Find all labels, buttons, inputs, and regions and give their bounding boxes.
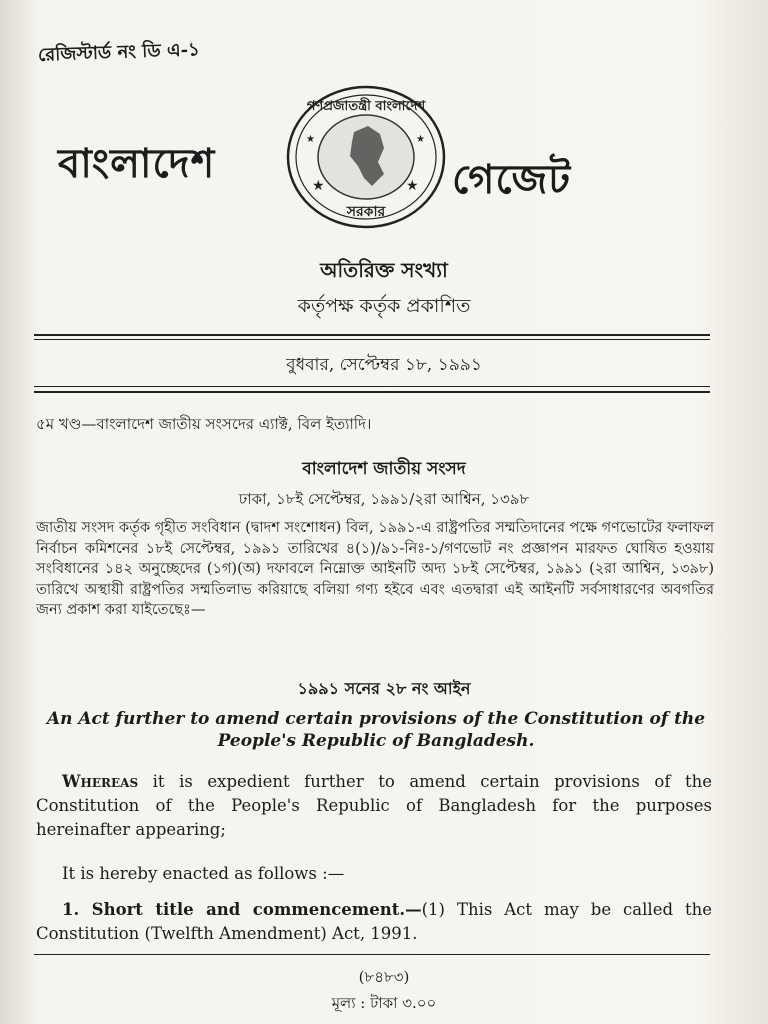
svg-text:★: ★ bbox=[406, 178, 419, 194]
price: মূল্য : টাকা ৩.০০ bbox=[331, 994, 437, 1012]
divider bbox=[34, 339, 710, 340]
intro-paragraph: জাতীয় সংসদ কর্তৃক গৃহীত সংবিধান (দ্বাদশ সংশোধন) বিল, ১৯৯১-এ রাষ্ট্রপতির সম্মতিদানের পক্ষে গণভোটের ফলাফল নির্বাচন কমিশনের ১৮ই সেপ্টেম্বর, ১৯৯১ তারিখের ৪(১)/৯১-নিঃ-১/গণভোট নং প্রজ্ঞাপন মারফত ঘোষিত হওয়ায় সংবিধানের ১৪২ অনুচ্ছেদের (১গ)(অ) দফাবলে নিম্নোক্ত আইনটি অদ্য ১৮ই সেপ্টেম্বর, ১৯৯১ (২রা আশ্বিন, ১৩৯৮) তারিখে অস্থায়ী রাষ্ট্রপতির সম্মতিলাভ করিয়াছে বলিয়া গণ্য হইবে এবং এতদ্বারা এই আইনটি সর্বসাধারণের অবগতির জন্য প্রকাশ করা যাইতেছেঃ— bbox=[36, 520, 714, 618]
dhaka-date: ঢাকা, ১৮ই সেপ্টেম্বর, ১৯৯১/২রা আশ্বিন, ১৩৯৮ bbox=[238, 490, 530, 508]
issue-date: বুধবার, সেপ্টেম্বর ১৮, ১৯৯১ bbox=[286, 355, 482, 375]
svg-text:★: ★ bbox=[416, 134, 425, 145]
page-number: (৮৪৮৩) bbox=[358, 968, 410, 986]
seal-top-text: গণপ্রজাতন্ত্রী বাংলাদেশ bbox=[306, 99, 426, 114]
part-heading: ৫ম খণ্ড—বাংলাদেশ জাতীয় সংসদের এ্যাক্ট, বিল ইত্যাদি। bbox=[36, 415, 372, 433]
svg-text:★: ★ bbox=[312, 178, 325, 194]
whereas-word: Whereas bbox=[62, 772, 139, 791]
registration-number: রেজিস্টার্ড নং ডি এ-১ bbox=[37, 39, 201, 66]
preamble bbox=[36, 770, 712, 842]
footer-divider bbox=[34, 954, 710, 955]
masthead-left: বাংলাদেশ bbox=[58, 140, 216, 187]
seal-bottom-text: সরকার bbox=[346, 204, 386, 220]
section-1-text: (1) This Act may be called the Constitution (Twelfth Amendment) Act, 1991. bbox=[36, 900, 712, 943]
section-1-heading: 1. Short title and commencement.— bbox=[62, 900, 422, 919]
section-1 bbox=[36, 898, 712, 946]
preamble-text: it is expedient further to amend certain provisions of the Constitution of the People's Republic of Bangladesh for the purposes hereinafter appearing; bbox=[36, 772, 712, 839]
act-title: An Act further to amend certain provisions of the Constitution of the People's Republic of Bangladesh. bbox=[46, 709, 706, 751]
divider bbox=[34, 334, 710, 336]
published-by: কর্তৃপক্ষ কর্তৃক প্রকাশিত bbox=[297, 295, 471, 317]
enacting-clause: It is hereby enacted as follows :— bbox=[62, 864, 345, 883]
extraordinary-label: অতিরিক্ত সংখ্যা bbox=[320, 258, 448, 282]
act-number: ১৯৯১ সনের ২৮ নং আইন bbox=[297, 679, 471, 698]
divider bbox=[34, 391, 710, 393]
parliament-heading: বাংলাদেশ জাতীয় সংসদ bbox=[302, 459, 466, 479]
government-seal bbox=[284, 82, 448, 232]
divider bbox=[34, 386, 710, 387]
masthead-right: গেজেট bbox=[452, 156, 572, 203]
svg-text:★: ★ bbox=[306, 134, 315, 145]
